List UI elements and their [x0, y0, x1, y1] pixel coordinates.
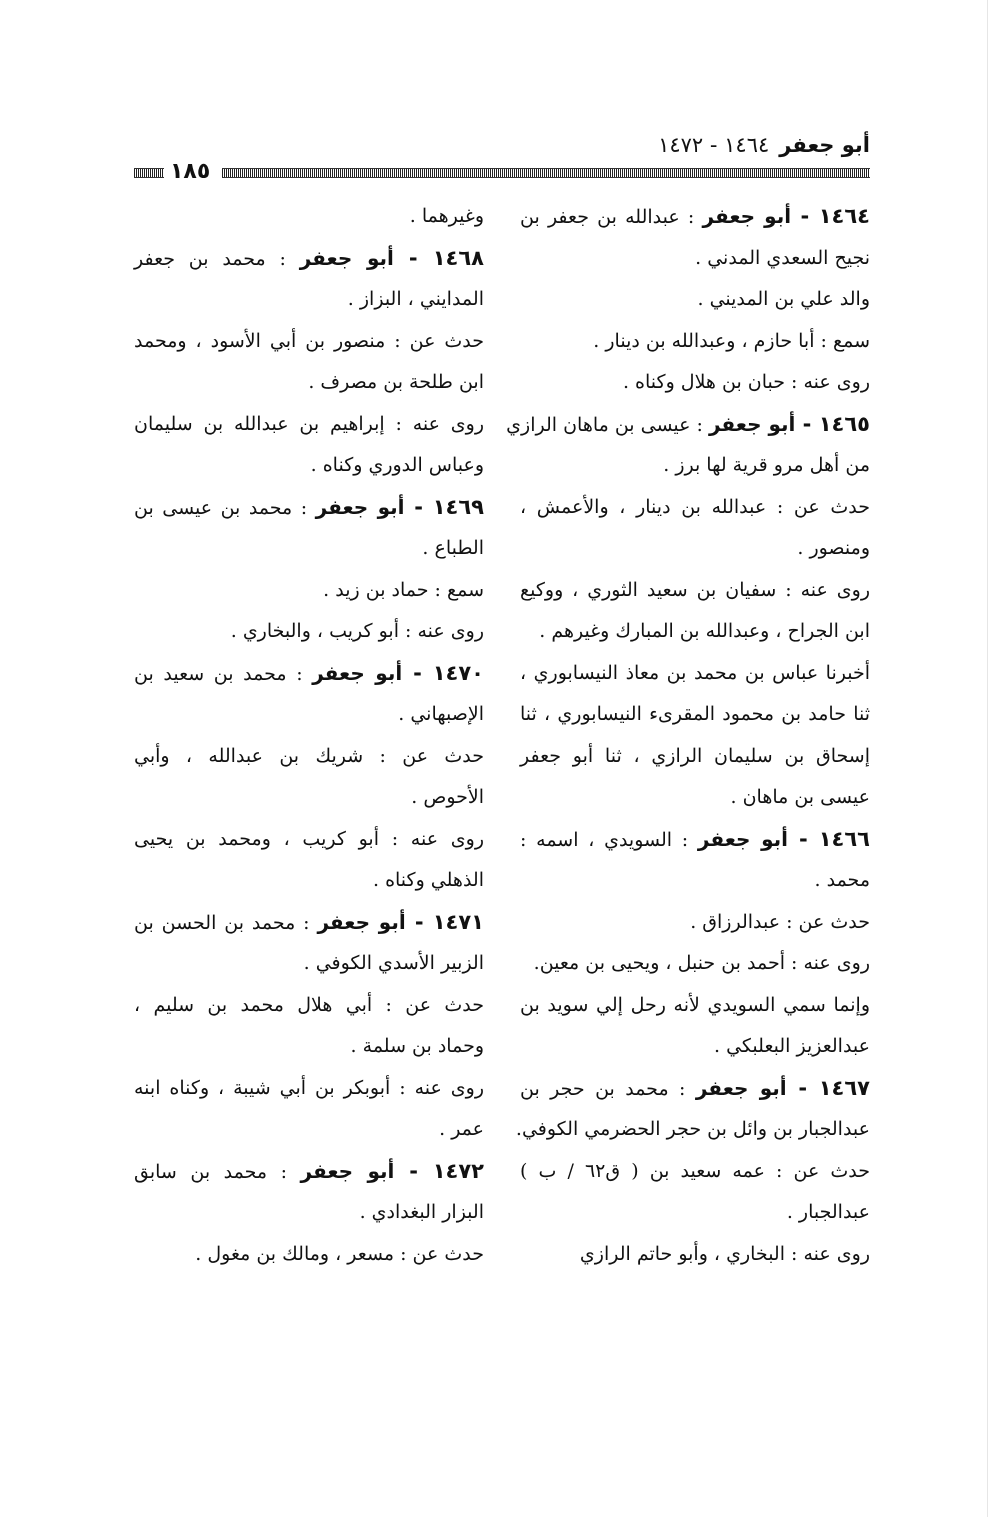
text-line — [134, 570, 484, 612]
entry-number: ١٤٧٠ - — [402, 660, 485, 685]
header-rule-short — [134, 168, 164, 178]
line-text: ثنا حامد بن محمود المقرىء النيسابوري ، ثنا — [520, 703, 870, 725]
line-text: : محمد بن سابق — [134, 1160, 301, 1183]
text-line — [520, 1234, 870, 1276]
line-text: : محمد بن جعفر — [134, 247, 300, 270]
line-text: وعباس الدوري وكناه . — [310, 454, 484, 476]
text-line — [520, 1026, 870, 1068]
line-text: وإنما سمي السويدي لأنه رحل إلي سويد بن — [520, 993, 870, 1016]
scan-edge — [987, 0, 988, 1517]
entry-heading: أبو جعفر — [300, 1158, 395, 1183]
line-text: حدث عن : عبدالرزاق . — [690, 910, 870, 933]
running-head-name: أبو جعفر — [779, 133, 870, 157]
line-text: ابن طلحة بن مصرف . — [308, 371, 484, 393]
text-line — [520, 445, 870, 487]
header-rule-long — [222, 168, 870, 178]
left-column — [134, 196, 484, 1275]
line-text: الطباع . — [422, 537, 484, 559]
line-text: الأحوص . — [411, 786, 484, 808]
line-text: روى عنه : أبو كريب ، ومحمد بن يحيى — [134, 827, 484, 850]
text-line — [134, 694, 484, 736]
text-line — [134, 777, 484, 819]
text-line — [134, 528, 484, 570]
text-line — [134, 1026, 484, 1068]
entry-heading: أبو جعفر — [299, 245, 394, 270]
text-line — [520, 279, 870, 321]
text-line — [520, 902, 870, 944]
text-line — [134, 653, 484, 695]
line-text: عبدالجبار . — [786, 1201, 870, 1223]
line-text: حدث عن : منصور بن أبي الأسود ، ومحمد — [134, 329, 484, 352]
text-line — [134, 279, 484, 321]
text-line — [520, 362, 870, 404]
text-line — [134, 238, 484, 280]
line-text: حدث عن : أبي هلال محمد بن سليم ، — [134, 993, 484, 1016]
line-text: حدث عن : عمه سعيد بن ( ق٦٢ / ب ) — [520, 1159, 870, 1182]
text-line — [520, 860, 870, 902]
text-line — [134, 860, 484, 902]
entry-number: ١٤٦٥ - — [795, 411, 870, 436]
line-text: سمع : أبا حازم ، وعبدالله بن دينار . — [593, 329, 870, 352]
line-text: : السويدي ، اسمه : — [520, 828, 698, 851]
right-column — [506, 196, 871, 1275]
line-text: عبدالجبار بن وائل بن حجر الحضرمي الكوفي. — [515, 1118, 870, 1140]
header-rule — [134, 160, 870, 184]
line-text: : محمد بن عيسى بن — [134, 496, 316, 519]
text-line — [506, 404, 870, 446]
line-text: عبدالعزيز البعلبكي . — [714, 1035, 870, 1057]
line-text: روى عنه : أبوبكر بن أبي شيبة ، وكناه ابنه — [134, 1076, 484, 1099]
line-text: الإصبهاني . — [398, 703, 484, 725]
line-text: روى عنه : أحمد بن حنبل ، ويحيى بن معين. — [533, 952, 870, 974]
text-line — [520, 321, 870, 363]
line-text: : محمد بن الحسن بن — [134, 911, 318, 934]
text-line — [520, 819, 870, 861]
line-text: روى عنه : البخاري ، وأبو حاتم الرازي — [579, 1242, 870, 1265]
line-text: حدث عن : عبدالله بن دينار ، والأعمش ، — [520, 495, 870, 518]
entry-number: ١٤٦٩ - — [404, 494, 485, 519]
entry-heading: أبو جعفر — [312, 660, 403, 685]
text-line — [134, 445, 484, 487]
text-line — [520, 653, 870, 695]
text-line — [520, 487, 870, 529]
line-text: البزار البغدادي . — [359, 1201, 484, 1223]
line-text: وحماد بن سلمة . — [350, 1035, 484, 1057]
line-text: أخبرنا عباس بن محمد بن معاذ النيسابوري ، — [520, 661, 870, 684]
text-line — [134, 736, 484, 778]
line-text: من أهل مرو قرية لها برز . — [663, 454, 870, 476]
text-line — [520, 196, 870, 238]
text-line — [520, 1192, 870, 1234]
line-text: روى عنه : أبو كريب ، والبخاري . — [230, 620, 484, 642]
text-line — [134, 1151, 484, 1193]
entry-number: ١٤٦٧ - — [786, 1075, 871, 1100]
line-text: المدايني ، البزاز . — [347, 288, 484, 310]
text-line — [134, 196, 484, 238]
text-line — [520, 528, 870, 570]
text-line — [520, 238, 870, 280]
line-text: عمر . — [439, 1118, 484, 1140]
line-text: روى عنه : إبراهيم بن عبدالله بن سليمان — [134, 412, 484, 435]
line-text: والد علي بن المديني . — [697, 288, 870, 310]
text-line — [134, 362, 484, 404]
entry-number: ١٤٧٢ - — [394, 1158, 484, 1183]
text-line — [520, 570, 870, 612]
text-line — [134, 1109, 484, 1151]
line-text: : محمد بن حجر بن — [520, 1077, 696, 1100]
entry-heading: أبو جعفر — [317, 909, 406, 934]
text-line — [134, 321, 484, 363]
line-text: : عيسى بن ماهان الرازي — [506, 413, 709, 436]
text-line — [515, 1109, 870, 1151]
line-text: عيسى بن ماهان . — [730, 786, 870, 808]
line-text: إسحاق بن سليمان الرازي ، ثنا أبو جعفر — [520, 744, 870, 767]
running-head-range: ١٤٦٤ - ١٤٧٢ — [658, 133, 770, 157]
text-line — [134, 819, 484, 861]
line-text: حدث عن : مسعر ، ومالك بن مغول . — [195, 1242, 484, 1265]
entry-heading: أبو جعفر — [702, 204, 792, 228]
page-number: ١٨٥ — [166, 160, 214, 184]
line-text: حدث عن : شريك بن عبدالله ، وأبي — [134, 744, 484, 767]
page-header — [134, 130, 870, 190]
entry-heading: أبو جعفر — [315, 494, 405, 519]
text-line — [134, 611, 484, 653]
text-line — [134, 1234, 484, 1276]
text-line — [134, 902, 484, 944]
line-text: روى عنه : حبان بن هلال وكناه . — [622, 371, 870, 393]
line-text: : محمد بن سعيد بن — [134, 662, 313, 685]
entry-heading: أبو جعفر — [708, 411, 796, 436]
line-text: سمع : حماد بن زيد . — [323, 578, 484, 601]
text-line — [134, 1068, 484, 1110]
text-line — [520, 777, 870, 819]
text-line — [134, 1192, 484, 1234]
line-text: روى عنه : سفيان بن سعيد الثوري ، ووكيع — [520, 578, 870, 601]
running-head — [658, 130, 870, 160]
text-line — [520, 943, 870, 985]
text-line — [134, 985, 484, 1027]
text-columns — [134, 196, 870, 1306]
line-text: الزبير الأسدي الكوفي . — [303, 952, 484, 974]
text-line — [134, 943, 484, 985]
line-text: ومنصور . — [797, 537, 870, 559]
text-line — [520, 985, 870, 1027]
entry-number: ١٤٦٨ - — [393, 245, 484, 270]
entry-number: ١٤٦٤ - — [791, 204, 871, 228]
entry-number: ١٤٧١ - — [405, 909, 485, 934]
text-line — [134, 487, 484, 529]
text-line — [520, 611, 870, 653]
entry-heading: أبو جعفر — [695, 1075, 787, 1100]
text-line — [134, 404, 484, 446]
text-line — [520, 1151, 870, 1193]
line-text: وغيرهما . — [409, 205, 484, 227]
line-text: نجيح السعدي المدني . — [695, 246, 870, 269]
line-text: محمد . — [814, 869, 870, 891]
text-line — [520, 694, 870, 736]
line-text: الذهلي وكناه . — [372, 869, 484, 891]
entry-heading: أبو جعفر — [697, 826, 788, 851]
text-line — [520, 736, 870, 778]
text-line — [520, 1068, 870, 1110]
entry-number: ١٤٦٦ - — [788, 826, 870, 851]
line-text: ابن الجراح ، وعبدالله بن المبارك وغيرهم . — [539, 620, 870, 642]
line-text: : عبدالله بن جعفر بن — [520, 206, 703, 228]
